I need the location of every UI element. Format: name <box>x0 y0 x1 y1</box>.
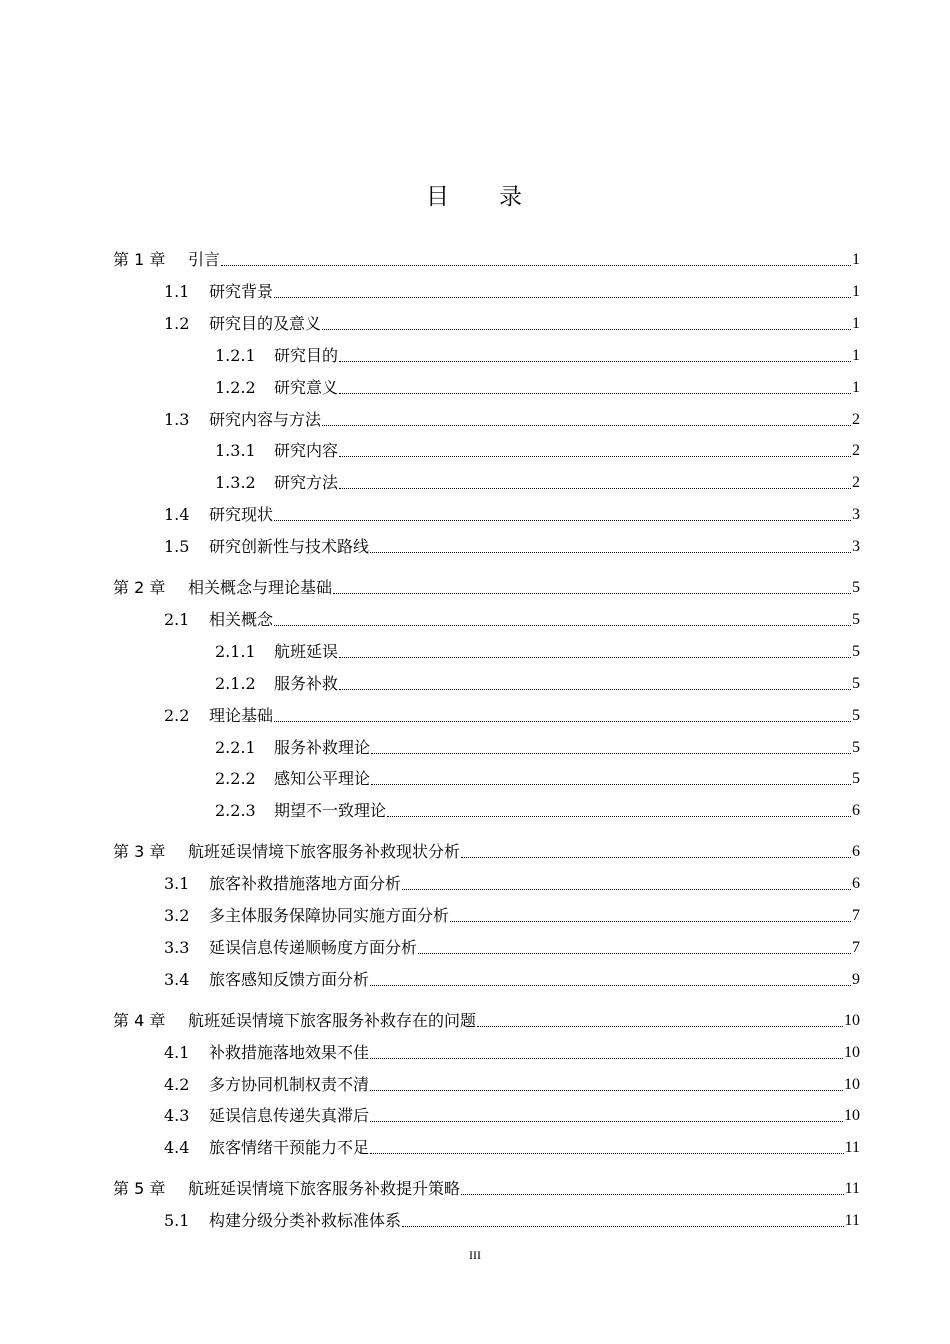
toc-entry-title: 服务补救 <box>274 673 339 693</box>
toc-entry-page: 10 <box>844 1107 860 1125</box>
toc-entry-title: 航班延误 <box>274 641 339 661</box>
toc-entry-title: 研究目的 <box>274 345 339 365</box>
toc-entry-page: 11 <box>844 1139 860 1157</box>
toc-section-entry[interactable] <box>215 373 860 403</box>
toc-section-entry[interactable] <box>164 532 860 562</box>
toc-entry-title: 补救措施落地效果不佳 <box>209 1042 370 1062</box>
toc-section-entry[interactable] <box>215 637 860 667</box>
toc-entry-page: 9 <box>852 970 860 988</box>
toc-entry-number: 2.1.1 <box>215 641 256 661</box>
toc-entry-page: 5 <box>852 738 860 756</box>
toc-dot-leader <box>322 309 851 339</box>
toc-section-entry[interactable] <box>164 701 860 731</box>
toc-entry-number: 1.1 <box>164 281 190 301</box>
toc-section-entry[interactable] <box>164 933 860 963</box>
toc-entry-page: 7 <box>852 907 860 924</box>
toc-section-entry[interactable] <box>164 405 860 435</box>
toc-entry-title: 感知公平理论 <box>274 769 371 789</box>
toc-entry-title: 期望不一致理论 <box>274 801 387 821</box>
toc-entry-title: 多主体服务保障协同实施方面分析 <box>209 906 450 925</box>
toc-dot-leader <box>477 1006 843 1036</box>
toc-entry-page: 2 <box>852 442 860 460</box>
toc-section-entry[interactable] <box>215 733 860 763</box>
toc-dot-leader <box>370 965 851 995</box>
toc-entry-title: 旅客补救措施落地方面分析 <box>209 874 402 894</box>
toc-dot-leader <box>461 1174 844 1204</box>
toc-section-entry[interactable] <box>164 605 860 635</box>
toc-entry-number: 5.1 <box>164 1211 190 1231</box>
toc-entry-page: 5 <box>852 610 860 628</box>
toc-section-entry[interactable] <box>164 309 860 339</box>
toc-dot-leader <box>274 701 851 731</box>
toc-entry-title: 引言 <box>188 250 221 269</box>
toc-entry-page: 5 <box>852 770 860 788</box>
toc-entry-page: 1 <box>852 251 860 268</box>
title-char-left: 目 <box>426 184 451 210</box>
toc-dot-leader <box>221 245 851 275</box>
toc-chapter-entry[interactable] <box>113 1006 860 1036</box>
toc-dot-leader <box>322 405 851 435</box>
toc-dot-leader <box>370 1101 843 1131</box>
toc-entry-title: 理论基础 <box>209 705 274 725</box>
toc-entry-number: 1.2 <box>164 313 190 333</box>
toc-entry-page: 10 <box>844 1011 860 1029</box>
page-number: III <box>469 1248 481 1262</box>
toc-section-entry[interactable] <box>215 468 860 498</box>
toc-chapter-entry[interactable] <box>113 1174 860 1204</box>
toc-section-entry[interactable] <box>215 341 860 371</box>
toc-entry-page: 1 <box>852 282 860 300</box>
toc-entry-number: 2.1.2 <box>215 673 256 693</box>
toc-section-entry[interactable] <box>215 669 860 699</box>
toc-entry-number: 4.4 <box>164 1138 190 1158</box>
toc-entry-page: 6 <box>852 875 860 893</box>
toc-dot-leader <box>371 733 851 763</box>
toc-entry-number: 1.2.2 <box>215 377 256 397</box>
toc-entry-title: 旅客情绪干预能力不足 <box>209 1138 370 1158</box>
toc-entry-number: 2.2.2 <box>215 769 256 789</box>
toc-entry-title: 研究现状 <box>209 505 274 525</box>
toc-section-entry[interactable] <box>215 764 860 794</box>
toc-entry-title: 研究创新性与技术路线 <box>209 537 370 557</box>
toc-entry-title: 研究背景 <box>209 281 274 301</box>
toc-entry-title: 航班延误情境下旅客服务补救存在的问题 <box>188 1010 477 1030</box>
toc-section-entry[interactable] <box>164 869 860 899</box>
toc-entry-title: 研究目的及意义 <box>209 313 322 333</box>
toc-entry-number: 第 4 章 <box>113 1010 166 1030</box>
toc-entry-page: 5 <box>852 674 860 692</box>
toc-section-entry[interactable] <box>164 1206 860 1236</box>
toc-dot-leader <box>339 669 851 699</box>
toc-dot-leader <box>274 605 851 635</box>
toc-entry-number: 1.4 <box>164 505 190 525</box>
toc-dot-leader <box>274 500 851 530</box>
toc-dot-leader <box>461 837 851 867</box>
title-char-right: 录 <box>499 184 524 210</box>
toc-entry-page: 2 <box>852 474 860 492</box>
toc-section-entry[interactable] <box>215 436 860 466</box>
toc-dot-leader <box>339 341 851 371</box>
toc-section-entry[interactable] <box>164 901 860 931</box>
toc-entry-title: 航班延误情境下旅客服务补救现状分析 <box>188 842 461 862</box>
toc-dot-leader <box>450 901 851 931</box>
toc-section-entry[interactable] <box>164 277 860 307</box>
toc-entry-number: 1.3 <box>164 409 190 429</box>
toc-section-entry[interactable] <box>164 1070 860 1100</box>
toc-entry-page: 10 <box>844 1043 860 1061</box>
toc-entry-page: 11 <box>844 1180 860 1198</box>
toc-entry-number: 2.2.3 <box>215 801 256 821</box>
toc-entry-page: 5 <box>852 579 860 596</box>
toc-dot-leader <box>339 637 851 667</box>
toc-entry-title: 多方协同机制权责不清 <box>209 1074 370 1094</box>
toc-entry-title: 航班延误情境下旅客服务补救提升策略 <box>188 1179 461 1199</box>
toc-entry-page: 5 <box>852 706 860 724</box>
toc-dot-leader <box>402 1206 844 1236</box>
toc-section-entry[interactable] <box>164 1038 860 1068</box>
toc-entry-title: 研究方法 <box>274 473 339 493</box>
toc-dot-leader <box>274 277 851 307</box>
toc-entry-page: 6 <box>852 802 860 820</box>
toc-entry-page: 5 <box>852 642 860 660</box>
toc-section-entry[interactable] <box>164 1133 860 1163</box>
toc-entry-page: 3 <box>852 506 860 524</box>
toc-dot-leader <box>387 796 851 826</box>
toc-entry-title: 服务补救理论 <box>274 737 371 757</box>
toc-dot-leader <box>339 436 851 466</box>
toc-entry-title: 研究意义 <box>274 377 339 397</box>
toc-entry-title: 研究内容 <box>274 441 339 461</box>
toc-entry-number: 4.2 <box>164 1074 190 1094</box>
toc-entry-number: 2.2 <box>164 705 190 725</box>
toc-dot-leader <box>402 869 851 899</box>
toc-entry-page: 6 <box>852 843 860 861</box>
toc-entry-page: 1 <box>852 346 860 364</box>
toc-section-entry[interactable] <box>164 965 860 995</box>
toc-entry-title: 相关概念 <box>209 609 274 629</box>
toc-dot-leader <box>371 764 851 794</box>
toc-entry-page: 1 <box>852 378 860 396</box>
toc-entry-page: 2 <box>852 410 860 428</box>
toc-entry-title: 延误信息传递失真滞后 <box>209 1106 370 1126</box>
page-title <box>0 178 950 211</box>
toc-dot-leader <box>370 1133 844 1163</box>
toc-dot-leader <box>333 573 851 603</box>
toc-entry-number: 2.1 <box>164 609 190 629</box>
toc-entry-number: 2.2.1 <box>215 737 256 757</box>
toc-entry-page: 1 <box>852 314 860 332</box>
toc-entry-number: 第 5 章 <box>113 1179 166 1199</box>
toc-chapter-entry[interactable] <box>113 245 860 275</box>
toc-dot-leader <box>339 468 851 498</box>
toc-dot-leader <box>418 933 851 963</box>
toc-entry-number: 1.2.1 <box>215 345 256 365</box>
toc-section-entry[interactable] <box>215 796 860 826</box>
toc-dot-leader <box>370 532 851 562</box>
toc-entry-title: 旅客感知反馈方面分析 <box>209 969 370 989</box>
toc-entry-number: 第 2 章 <box>113 578 166 597</box>
toc-entry-page: 7 <box>852 938 860 956</box>
toc-entry-number: 4.1 <box>164 1042 190 1062</box>
toc-entry-number: 4.3 <box>164 1106 190 1126</box>
toc-section-entry[interactable] <box>164 1101 860 1131</box>
toc-entry-number: 3.1 <box>164 874 190 894</box>
toc-dot-leader <box>370 1038 843 1068</box>
toc-entry-number: 第 1 章 <box>113 250 166 269</box>
toc-entry-number: 1.5 <box>164 537 190 557</box>
toc-entry-number: 3.4 <box>164 969 190 989</box>
toc-chapter-entry[interactable] <box>113 837 860 867</box>
toc-entry-number: 第 3 章 <box>113 842 166 862</box>
toc-entry-number: 1.3.1 <box>215 441 256 461</box>
toc-entry-number: 3.3 <box>164 937 190 957</box>
toc-entry-title: 构建分级分类补救标准体系 <box>209 1211 402 1231</box>
toc-dot-leader <box>370 1070 843 1100</box>
toc-entry-title: 研究内容与方法 <box>209 409 322 429</box>
toc-section-entry[interactable] <box>164 500 860 530</box>
toc-entry-number: 1.3.2 <box>215 473 256 493</box>
toc-entry-page: 3 <box>852 538 860 556</box>
toc-dot-leader <box>339 373 851 403</box>
toc-entry-title: 延误信息传递顺畅度方面分析 <box>209 937 418 957</box>
toc-entry-page: 10 <box>844 1075 860 1093</box>
toc-entry-title: 相关概念与理论基础 <box>188 578 333 597</box>
toc-chapter-entry[interactable] <box>113 573 860 603</box>
toc-entry-page: 11 <box>844 1212 860 1230</box>
toc-entry-number: 3.2 <box>164 906 190 925</box>
